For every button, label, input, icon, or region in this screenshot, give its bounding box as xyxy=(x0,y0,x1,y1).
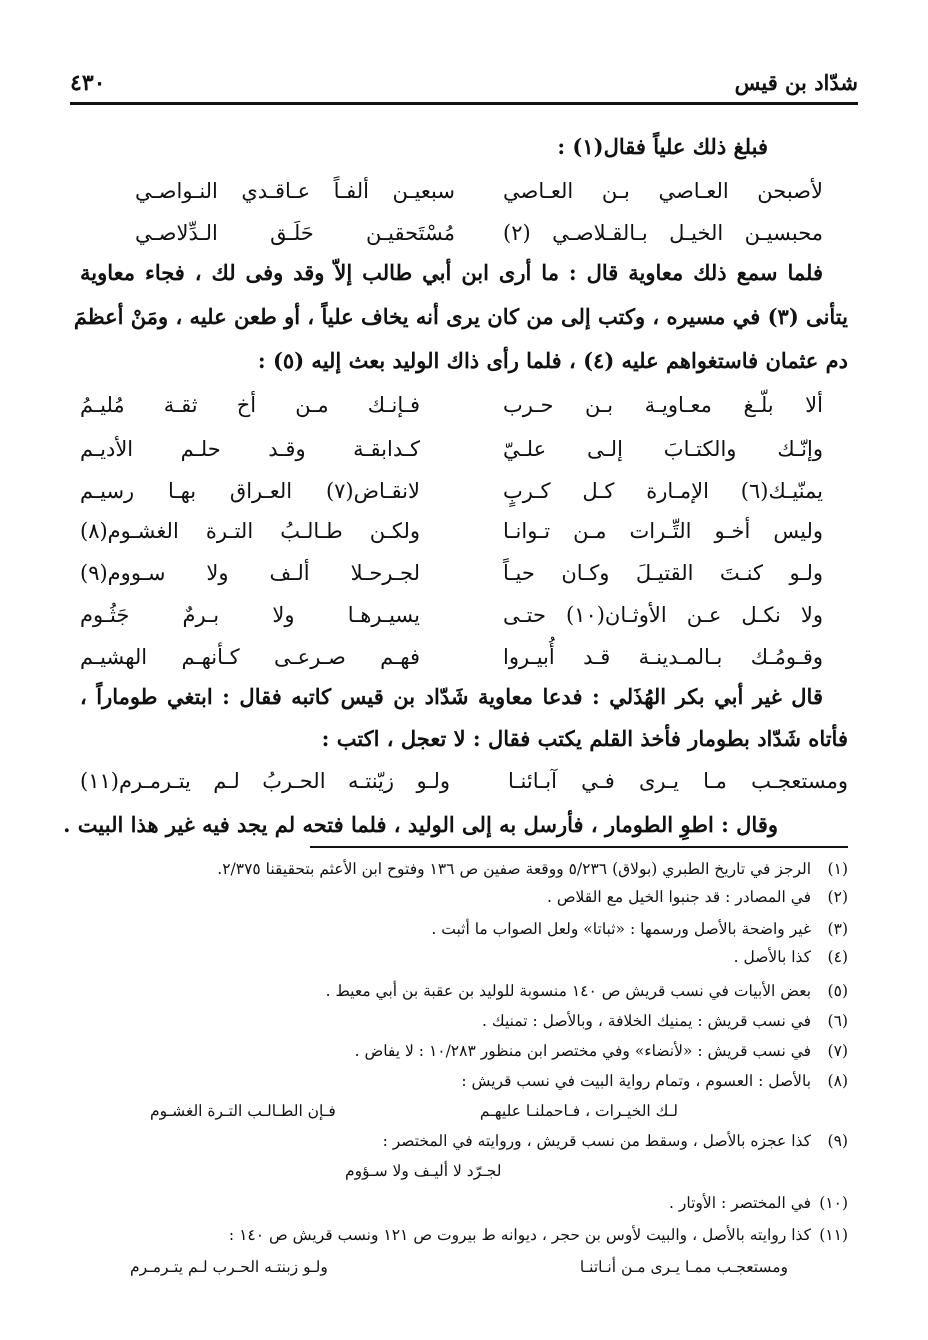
footnote xyxy=(80,1224,848,1246)
footnote-verse-first-hemistich: لـك الخيـرات ، فـاحملنـا عليهـم xyxy=(479,1102,678,1120)
footnote-number: (١) xyxy=(827,860,848,878)
footnote-verse-first-hemistich: ومستعجـب ممـا يـرى مـن أنـاتنـا xyxy=(579,1258,788,1276)
verse-second-hemistich: مُسْتَحقيـن حَلَـق الـدِّلاصـي xyxy=(135,221,455,245)
footnote-text: في المصادر : قد جنبوا الخيل مع القلاص . xyxy=(546,888,812,906)
closing-line: وقال : اطوِ الطومار ، فأرسل به إلى الوليد ، فلما فتحه لم يجد فيه غير هذا البيت . xyxy=(63,812,778,837)
footnote-text: في المختصر : الأوتار . xyxy=(669,1194,812,1212)
page-header xyxy=(70,66,858,106)
verse-line xyxy=(80,476,823,508)
verse-first-hemistich: ألا بلّـغ معـاويـة بـن حـرب xyxy=(503,393,823,417)
verse-second-hemistich: ولكـن طـالـبُ التـرة الغشـوم(٨) xyxy=(80,519,420,543)
verse-first-hemistich: وليس أخـو التِّـرات مـن تـوانـا xyxy=(503,519,823,543)
footnote xyxy=(80,858,848,880)
footnote-number: (٨) xyxy=(827,1072,848,1090)
footnote-number: (٩) xyxy=(827,1132,848,1150)
intro-line: فبلغ ذلك علياً فقال(١) : xyxy=(557,134,768,159)
footnote-number: (٣) xyxy=(827,920,848,938)
verse-first-hemistich: محبسيـن الخيـل بـالقـلاصـي (٢) xyxy=(503,221,823,245)
paragraph-line: دم عثمان فاستغواهم عليه (٤) ، فلما رأى ذاك الوليد بعث إليه (٥) : xyxy=(257,348,848,373)
footnote-text: كذا بالأصل . xyxy=(733,948,812,966)
footnote-text: غير واضحة بالأصل ورسمها : «ثباتا» ولعل الصواب ما أثبت . xyxy=(431,920,812,938)
footnote-text: في نسب قريش : «لأنضاء» وفي مختصر ابن منظور ١٠/٢٨٣ : لا يفاض . xyxy=(354,1042,812,1060)
verse-first-hemistich: وإنّـك والكتـابَ إلـى علـيّ xyxy=(503,437,823,461)
footnote xyxy=(80,1010,848,1032)
verse-second-hemistich: لجـرحـلا ألـف ولا سـووم(٩) xyxy=(80,561,420,585)
verse-line xyxy=(80,434,823,466)
footnote xyxy=(80,1192,848,1214)
footnote xyxy=(80,1040,848,1062)
footnote xyxy=(80,980,848,1002)
verse-first-hemistich: ولـو كنـتَ القتيـلَ وكـان حيـاً xyxy=(503,561,823,585)
verse-second-hemistich: فهـم صـرعـى كـأنهـم الهشيـم xyxy=(80,645,420,669)
verse-line xyxy=(135,176,823,208)
footnote-number: (٧) xyxy=(827,1042,848,1060)
verse-first-hemistich: لأصبحن العـاصي بـن العـاصي xyxy=(503,179,823,203)
footnote-text: في نسب قريش : يمنيك الخلافة ، وبالأصل : تمنيك . xyxy=(482,1012,812,1030)
footnote-text: الرجز في تاريخ الطبري (بولاق) ٥/٢٣٦ ووقعة صفين ص ١٣٦ وفتوح ابن الأعثم بتحقيقنا ٢/٣٧٥. xyxy=(217,860,812,878)
verse-second-hemistich: سبعيـن ألفـاً عـاقـدي النـواصـي xyxy=(135,179,455,203)
verse-first-hemistich: وقـومُـك بـالمـدينـة قـد أُبيـروا xyxy=(503,645,823,669)
footnote-number: (٢) xyxy=(827,888,848,906)
verse-first-hemistich: ولا نكـل عـن الأوثـان(١٠) حتـى xyxy=(503,603,823,627)
footnote-number: (١٠) xyxy=(819,1194,848,1212)
verse-second-hemistich: لانقـاض(٧) العـراق بهـا رسيـم xyxy=(80,479,420,503)
verse-second-hemistich: يسيـرهـا ولا بـرمٌ جَثُـوم xyxy=(80,603,420,627)
footnote-number: (٥) xyxy=(827,982,848,1000)
footnote-verse-second-hemistich: ولـو زبنتـه الحـرب لـم يتـرمـرم xyxy=(130,1258,328,1276)
verse-line xyxy=(80,558,823,590)
footnote xyxy=(80,946,848,968)
running-title: شدّاد بن قيس xyxy=(734,70,858,95)
footnote xyxy=(80,1130,848,1152)
verse-line xyxy=(80,600,823,632)
verse-line xyxy=(80,766,848,798)
footnote-number: (٦) xyxy=(827,1012,848,1030)
verse-line xyxy=(80,642,823,674)
footnote-number: (٤) xyxy=(827,948,848,966)
footnote xyxy=(80,1070,848,1092)
footnote-number: (١١) xyxy=(819,1226,848,1244)
footnote xyxy=(80,918,848,940)
footnote-text: كذا عجزه بالأصل ، وسقط من نسب قريش ، وروايته في المختصر : xyxy=(382,1132,812,1150)
page-number: ٤٣٠ xyxy=(70,70,106,96)
verse-second-hemistich: فـإنـك مـن أخ ثقـة مُليـمُ xyxy=(80,393,420,417)
header-rule xyxy=(70,102,858,105)
footnote-rule xyxy=(310,846,848,848)
paragraph-line: يتأنى (٣) في مسيره ، وكتب إلى من كان يرى أنه يخاف علياً ، أو طعن عليه ، ومَنْ أعظمَ xyxy=(73,304,848,329)
verse-line xyxy=(135,218,823,250)
verse-second-hemistich: كـدابقـة وقـد حلـم الأديـم xyxy=(80,437,420,461)
footnote-text: بالأصل : العسوم ، وتمام رواية البيت في نسب قريش : xyxy=(461,1072,812,1090)
verse-line xyxy=(80,390,823,422)
verse-line xyxy=(80,516,823,548)
verse-first-hemistich: يمنّيـك(٦) الإمـارة كـل كـربٍ xyxy=(503,479,823,503)
paragraph-line: قال غير أبي بكر الهُذَلي : فدعا معاوية شَدّاد بن قيس كاتبه فقال : ابتغي طوماراً ، xyxy=(80,684,823,709)
verse-first-hemistich: ومستعجـب مـا يـرى فـي آبـائنـا xyxy=(508,769,848,793)
footnote-text: بعض الأبيات في نسب قريش ص ١٤٠ منسوبة للوليد بن عقبة بن أبي معيط . xyxy=(325,982,812,1000)
footnote-text: كذا روايته بالأصل ، والبيت لأوس بن حجر ، ديوانه ط بيروت ص ١٢١ ونسب قريش ص ١٤٠ : xyxy=(228,1226,812,1244)
paragraph-line: فأتاه شَدّاد بطومار فأخذ القلم يكتب فقال : لا تعجل ، اكتب : xyxy=(321,726,848,751)
verse-second-hemistich: ولـو زيّنتـه الحـربُ لـم يتـرمـرم(١١) xyxy=(80,769,450,793)
footnote xyxy=(80,886,848,908)
footnote-verse-hemistich: لجـرّد لا أليـف ولا سـؤوم xyxy=(345,1162,502,1180)
paragraph-line: فلما سمع ذلك معاوية قال : ما أرى ابن أبي طالب إلاّ وقد وفى لك ، فجاء معاوية xyxy=(80,260,823,285)
footnote-verse-second-hemistich: فـإن الطـالـب التـرة الغشـوم xyxy=(150,1102,336,1120)
